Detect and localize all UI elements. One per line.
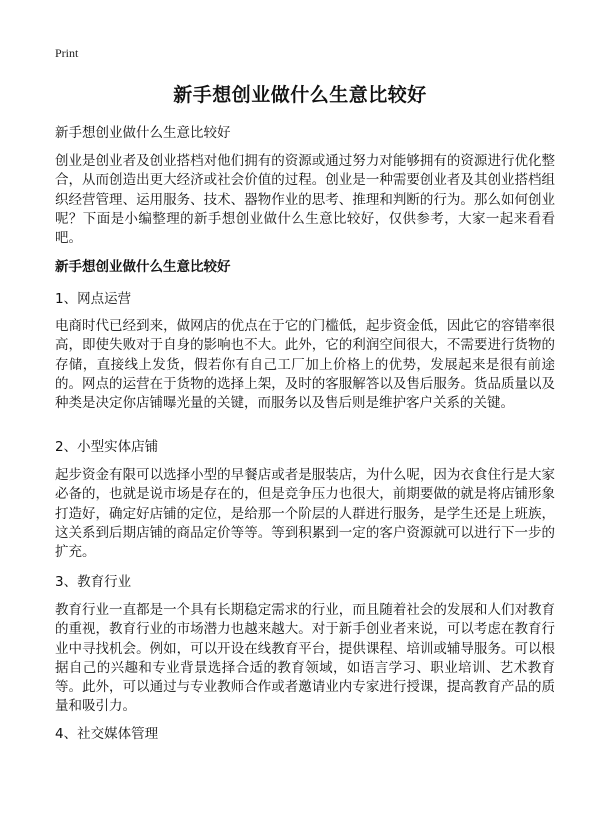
section-body-1: 电商时代已经到来，做网店的优点在于它的门槛低，起步资金低，因此它的容错率很高，即使失败对于自身的影响也不大。此外，它的利润空间很大，不需要进行货物的存储，直接线上发货，假若你有自己工厂加上价格上的优势，发展起来是很有前途的。网点的运营在于货物的选择上架，及时的客服解答以及售后服务。货品质量以及种类是决定你店铺曝光量的关键，而服务以及售后则是维护客户关系的关键。	[55, 318, 555, 412]
section-body-2: 起步资金有限可以选择小型的早餐店或者是服装店，为什么呢，因为衣食住行是大家必备的，也就是说市场是存在的，但是竞争压力也很大，前期要做的就是将店铺形象打造好，确定好店铺的定位，是给那一个阶层的人群进行服务，是学生还是上班族，这关系到后期店铺的商品定价等等。等到积累到一定的客户资源就可以进行下一步的扩充。	[55, 467, 555, 561]
article-subtitle: 新手想创业做什么生意比较好	[55, 125, 231, 141]
bold-section-heading: 新手想创业做什么生意比较好	[55, 259, 231, 275]
print-label: Print	[55, 46, 79, 60]
section-heading-2: 2、小型实体店铺	[55, 439, 159, 455]
intro-paragraph: 创业是创业者及创业搭档对他们拥有的资源或通过努力对能够拥有的资源进行优化整合，从而创造出更大经济或社会价值的过程。创业是一种需要创业者及其创业搭档组织经营管理、运用服务、技术、器物作业的思考、推理和判断的行为。那么如何创业呢？下面是小编整理的新手想创业做什么生意比较好，仅供参考，大家一起来看看吧。	[55, 153, 555, 247]
section-body-3: 教育行业一直都是一个具有长期稳定需求的行业，而且随着社会的发展和人们对教育的重视，教育行业的市场潜力也越来越大。对于新手创业者来说，可以考虑在教育行业中寻找机会。例如，可以开设在线教育平台，提供课程、培训或辅导服务。可以根据自己的兴趣和专业背景选择合适的教育领域，如语言学习、职业培训、艺术教育等。此外，可以通过与专业教师合作或者邀请业内专家进行授课，提高教育产品的质量和吸引力。	[55, 602, 555, 715]
section-heading-3: 3、教育行业	[55, 574, 132, 590]
section-heading-1: 1、网点运营	[55, 291, 132, 307]
page-title: 新手想创业做什么生意比较好	[173, 84, 427, 106]
section-heading-4: 4、社交媒体管理	[55, 726, 159, 742]
